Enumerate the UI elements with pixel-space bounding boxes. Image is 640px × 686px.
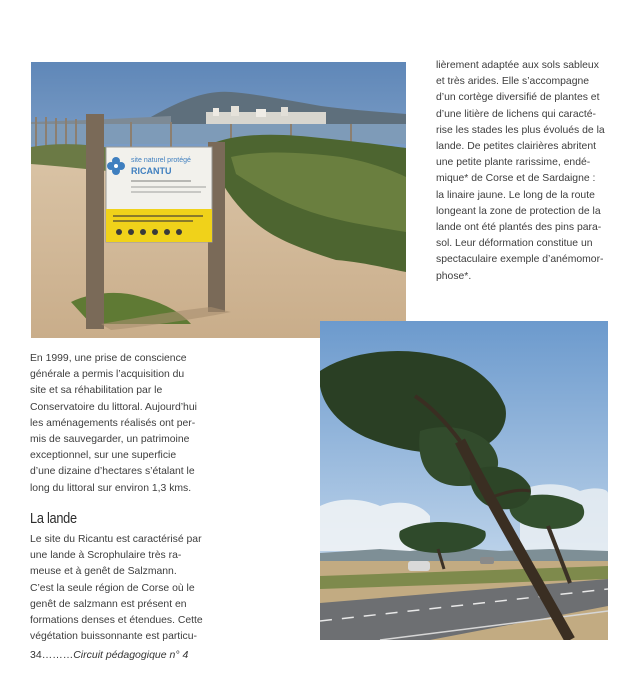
top-right-paragraph bbox=[436, 58, 608, 285]
section-heading: La lande bbox=[30, 511, 77, 527]
text-line: végétation buissonnante est particu- bbox=[30, 631, 197, 643]
footer-dots: ……… bbox=[41, 649, 74, 661]
text-line: une lande à Scrophulaire très ra- bbox=[30, 550, 182, 562]
text-line: et très arides. Elle s’accompagne bbox=[436, 76, 590, 88]
text-line: spectaculaire exemple d’anémomor- bbox=[436, 254, 604, 266]
footer-label: Circuit pédagogique n° 4 bbox=[73, 649, 189, 661]
text-line: meuse et à genêt de Salzmann. bbox=[30, 566, 177, 578]
sign-photo bbox=[31, 62, 406, 338]
sign-title-small: site naturel protégé bbox=[131, 157, 191, 164]
text-line: générale a permis l’acquisition du bbox=[30, 369, 185, 381]
page-number: 34 bbox=[30, 649, 42, 661]
text-line: une petite plante rarissime, endé- bbox=[436, 157, 591, 169]
pines-photo-illustration bbox=[320, 321, 608, 640]
sign-photo-illustration bbox=[31, 62, 406, 338]
text-line: lande. De petites clairières abritent bbox=[436, 141, 596, 153]
text-line: d’une litière de lichens qui caracté- bbox=[436, 108, 596, 120]
text-line: les aménagements réalisés ont per- bbox=[30, 417, 196, 429]
text-line: long du littoral sur environ 1,3 kms. bbox=[30, 482, 192, 494]
text-line: phose*. bbox=[436, 270, 472, 282]
lande-paragraph bbox=[30, 532, 205, 645]
sign-title: RICANTU bbox=[131, 166, 172, 176]
text-line: la linaire jaune. Le long de la route bbox=[436, 189, 595, 201]
text-line: genêt de salzmann est présent en bbox=[30, 598, 187, 610]
text-line: Conservatoire du littoral. Aujourd’hui bbox=[30, 401, 197, 413]
text-line: d’un cortège diversifié de plantes et bbox=[436, 92, 600, 104]
text-line: lande ont été plantés des pins para- bbox=[436, 222, 602, 234]
left-paragraph bbox=[30, 351, 205, 497]
text-line: longeant la zone de protection de la bbox=[436, 205, 601, 217]
text-line: En 1999, une prise de conscience bbox=[30, 353, 187, 364]
pines-photo bbox=[320, 321, 608, 640]
text-line: site et sa réhabilitation par le bbox=[30, 385, 163, 397]
text-line: mis de sauvegarder, un patrimoine bbox=[30, 434, 190, 446]
text-line: d’une dizaine d’hectares s’étalant le bbox=[30, 466, 195, 478]
text-line: mique* de Corse et de Sardaigne : bbox=[436, 173, 596, 185]
text-line: lièrement adaptée aux sols sableux bbox=[436, 60, 599, 71]
text-line: rise les stades les plus évolués de la bbox=[436, 124, 605, 136]
text-line: exceptionnel, sur une superficie bbox=[30, 450, 177, 462]
page-footer bbox=[30, 649, 188, 661]
text-line: sol. Leur déformation constitue un bbox=[436, 238, 593, 250]
text-line: C’est la seule région de Corse où le bbox=[30, 582, 195, 594]
text-line: Le site du Ricantu est caractérisé par bbox=[30, 534, 202, 545]
text-line: formations denses et étendues. Cette bbox=[30, 615, 203, 627]
